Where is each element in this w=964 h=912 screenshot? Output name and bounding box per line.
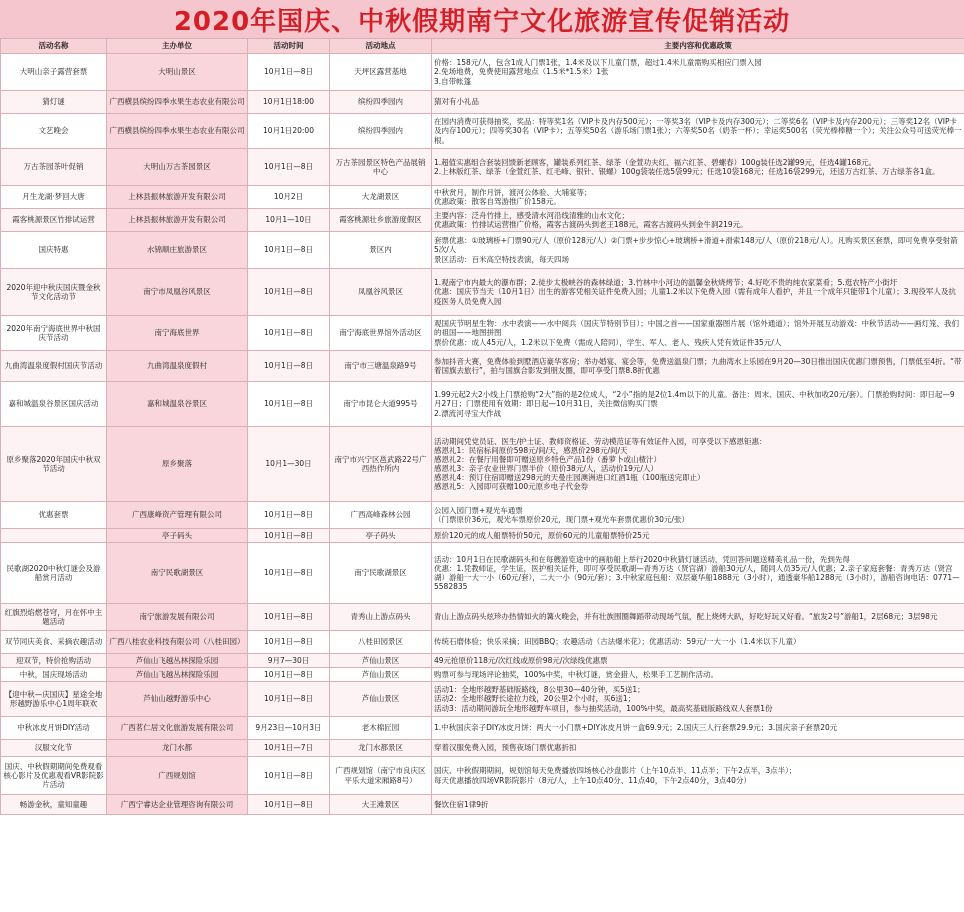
table-row bbox=[1, 604, 964, 631]
activity-time-cell: 10月1日—8日 bbox=[248, 543, 330, 604]
activity-place-cell: 霞客桃源壮乡旅游度假区 bbox=[330, 209, 432, 232]
organizer-cell: 芦仙山飞越丛林探险乐园 bbox=[107, 668, 248, 682]
activity-place-cell: 南宁海底世界馆外活动区 bbox=[330, 316, 432, 351]
activity-name-cell: 国庆、中秋假期期间免费观看核心影片及优惠观看VR影院影片活动 bbox=[1, 757, 107, 795]
activity-place-cell: 缤纷四季园内 bbox=[330, 91, 432, 114]
table-row bbox=[1, 186, 964, 209]
activity-time-cell: 10月1日18:00 bbox=[248, 91, 330, 114]
table-row bbox=[1, 269, 964, 316]
activity-time-cell: 10月1日—8日 bbox=[248, 232, 330, 269]
table-row bbox=[1, 757, 964, 795]
activity-content-cell: 参加抖音大赛，免费体验到墅酒店豪华客房；举办婚宴、宴会等，免费送温泉门票；九曲湾水上乐园在9月20—30日推出国庆优惠门票预售，门票低至4折。“带着国旗去旅行”，拍与国旗合影发到朋友圈，即可享受门票8.8折优惠 bbox=[432, 351, 964, 382]
activity-content-cell: 1.99元起2大2小线上门票抢购“2大”指的是2位成人，“2小”指的是2位1.4m以下的儿童。备注：周末、国庆、中秋加收20元/套）。门票抢购时间：即日起—9月27日；门票使用有效期：即日起—10月31日，关注微信购买门票 2.漂流河寻宝大作战 bbox=[432, 382, 964, 427]
organizer-cell: 广西茗仁居文化旅游发展有限公司 bbox=[107, 717, 248, 740]
table-row bbox=[1, 682, 964, 717]
organizer-cell: 广西横县缤纷四季水果生态农业有限公司 bbox=[107, 114, 248, 149]
activity-place-cell: 八桂田园景区 bbox=[330, 631, 432, 654]
activity-time-cell: 10月1日—8日 bbox=[248, 269, 330, 316]
activity-place-cell: 芦仙山景区 bbox=[330, 654, 432, 668]
activity-time-cell: 9月23日—10月3日 bbox=[248, 717, 330, 740]
activity-time-cell: 10月1日—8日 bbox=[248, 604, 330, 631]
activity-place-cell: 龙门水都景区 bbox=[330, 740, 432, 757]
organizer-cell: 大明山万古茶园景区 bbox=[107, 149, 248, 186]
activity-name-cell: 猜灯谜 bbox=[1, 91, 107, 114]
col-header-name: 活动名称 bbox=[1, 39, 107, 54]
activity-content-cell: 价格：158元/人，包含1成人门票1张，1.4米及以下儿童门票，超过1.4米儿童需购买相应门票入园 2.免场地费，免费使用露营地点（1.5米*1.5米）1张 3.自带帐篷 bbox=[432, 54, 964, 91]
activity-place-cell: 南宁市三塘温泉路9号 bbox=[330, 351, 432, 382]
activity-place-cell: 凤凰谷风景区 bbox=[330, 269, 432, 316]
activity-name-cell: 中秋，国庆现场活动 bbox=[1, 668, 107, 682]
table-row bbox=[1, 795, 964, 815]
activity-content-cell: 餐饮住宿1律9折 bbox=[432, 795, 964, 815]
organizer-cell: 南宁民歌湖景区 bbox=[107, 543, 248, 604]
activity-name-cell: 万古茶园茶叶促销 bbox=[1, 149, 107, 186]
activity-place-cell: 老木棉匠园 bbox=[330, 717, 432, 740]
organizer-cell: 上林县振林旅游开发有限公司 bbox=[107, 186, 248, 209]
activity-name-cell bbox=[1, 529, 107, 543]
table-row bbox=[1, 54, 964, 91]
activity-time-cell: 9月7—30日 bbox=[248, 654, 330, 668]
organizer-cell: 亭子码头 bbox=[107, 529, 248, 543]
page-title: 2020年国庆、中秋假期南宁文化旅游宣传促销活动 bbox=[173, 6, 791, 37]
activity-content-cell: 购票可参与现场评论抽奖，100%中奖，中秋灯谜，赏金猎人，松果手工艺制作活动。 bbox=[432, 668, 964, 682]
table-row bbox=[1, 502, 964, 529]
organizer-cell: 广西横县缤纷四季水果生态农业有限公司 bbox=[107, 91, 248, 114]
activity-name-cell: 民歌湖2020中秋灯谜会及游船赏月活动 bbox=[1, 543, 107, 604]
activity-time-cell: 10月1日—8日 bbox=[248, 529, 330, 543]
activity-content-cell: 活动：10月1日在民歌湖码头和在每艘游览途中的画舫船上举行2020中秋猜灯谜活动，凭回答问题送精美礼品一份，先到先得 优惠：1.凭教师证，学生证，医护相关证件，即可享受民歌湖—青秀万达（贤宫湖）游船30元/人，随同人员35元/人优惠；2.亲子家庭套餐：青秀万达（贤宫湖）游船一大一小（60元/套），二大一小（90元/套）；3.中秋家庭包船：双层豪华船1888元（3小时），通透豪华船1288元（3小时），游船咨询电话：0771—5582835 bbox=[432, 543, 964, 604]
activity-place-cell: 大龙湖景区 bbox=[330, 186, 432, 209]
activity-time-cell: 10月1日—8日 bbox=[248, 795, 330, 815]
activity-place-cell: 芦仙山景区 bbox=[330, 668, 432, 682]
activity-content-cell: 传统石磨体验；快乐采摘；田园BBQ；农趣活动（古法爆米花）；优惠活动：59元/一大一小（1.4米以下儿童） bbox=[432, 631, 964, 654]
activity-place-cell: 天坪区露营基地 bbox=[330, 54, 432, 91]
table-row bbox=[1, 149, 964, 186]
activity-content-cell: 原价120元的成人船票特价50元，原价60元的儿童船票特价25元 bbox=[432, 529, 964, 543]
activity-place-cell: 缤纷四季园内 bbox=[330, 114, 432, 149]
organizer-cell: 原乡聚落 bbox=[107, 427, 248, 502]
col-header-place: 活动地点 bbox=[330, 39, 432, 54]
activity-content-cell: 穿着汉服免费入园，预售夜场门票优惠折扣 bbox=[432, 740, 964, 757]
table-row bbox=[1, 232, 964, 269]
activity-place-cell: 大王滩景区 bbox=[330, 795, 432, 815]
activity-place-cell: 南宁市兴宁区邕武路22号广西热作所内 bbox=[330, 427, 432, 502]
table-row bbox=[1, 631, 964, 654]
activity-place-cell: 青秀山上游点码头 bbox=[330, 604, 432, 631]
col-header-content: 主要内容和优惠政策 bbox=[432, 39, 964, 54]
organizer-cell: 水锦顺庄旅游景区 bbox=[107, 232, 248, 269]
activity-name-cell: 畅游金秋，童知童趣 bbox=[1, 795, 107, 815]
activity-name-cell: 优惠套票 bbox=[1, 502, 107, 529]
activity-time-cell: 10月1日—8日 bbox=[248, 351, 330, 382]
organizer-cell: 九曲湾温泉度假村 bbox=[107, 351, 248, 382]
organizer-cell: 广西宁睿达企业管理咨询有限公司 bbox=[107, 795, 248, 815]
table-row bbox=[1, 114, 964, 149]
table-row bbox=[1, 351, 964, 382]
activity-name-cell: 红旗烈焰燃苍穹，月在怀中主题活动 bbox=[1, 604, 107, 631]
activity-name-cell: 2020年南宁海底世界中秋国庆节活动 bbox=[1, 316, 107, 351]
activity-time-cell: 10月1日—8日 bbox=[248, 382, 330, 427]
organizer-cell: 广西康峰资产管理有限公司 bbox=[107, 502, 248, 529]
activity-place-cell: 广西规划馆（南宁市良庆区平乐大道宋厢路8号） bbox=[330, 757, 432, 795]
activity-name-cell: 九曲湾温泉度假村国庆节活动 bbox=[1, 351, 107, 382]
activity-name-cell: 汉服文化节 bbox=[1, 740, 107, 757]
table-row bbox=[1, 529, 964, 543]
activity-content-cell: 公园入园门票+观光车通票 （门票原价36元，观光车票原价20元，现门票+观光车套票优惠价30元/张） bbox=[432, 502, 964, 529]
activity-content-cell: 1.中秋国庆亲子DIY冰皮月饼：两大一小门票+DIY冰皮月饼一盒69.9元；2.国庆三人行套票29.9元；3.国庆亲子套票20元 bbox=[432, 717, 964, 740]
activity-content-cell: 1.超值实惠组合套装回馈新老顾客，罐装系列红茶、绿茶（金萱功夫红、福六红茶、碧螺春）100g装任选2罐99元，任选4罐168元。 2.上林版红茶、绿茶（金萱红茶、红毛峰、银针、银螺）100g袋装任选5袋99元；任选10袋168元；任选16袋299元，还送万古红茶、万古绿茶各1盒。 bbox=[432, 149, 964, 186]
activity-content-cell: 49元抢原价118元/次红线或原价98元/次绿线优惠票 bbox=[432, 654, 964, 668]
table-row bbox=[1, 654, 964, 668]
activity-time-cell: 10月1日—8日 bbox=[248, 502, 330, 529]
activity-time-cell: 10月1日—8日 bbox=[248, 149, 330, 186]
activity-content-cell: 国庆、中秋假期期间，规划馆每天免费播放四场核心沙盘影片（上午10点半、11点半；下午2点半，3点半）； 每天优惠播放四场VR影院影片（8元/人，上午10点40分、11点40，下午2点40分，3点40分） bbox=[432, 757, 964, 795]
activity-time-cell: 10月1日—7日 bbox=[248, 740, 330, 757]
activity-name-cell: 双节同庆美食、采摘农趣活动 bbox=[1, 631, 107, 654]
organizer-cell: 嘉和城温泉谷景区 bbox=[107, 382, 248, 427]
activity-name-cell: 国庆特惠 bbox=[1, 232, 107, 269]
activity-content-cell: 活动期间凭党员证、医生/护士证、教师资格证、劳动模范证等有效证件入园，可享受以下感恩钜惠： 感恩礼1：民宿标间原价598元/间/天，感恩价298元/间/天 感恩礼2：在餐厅用餐即可赠送原乡特色产品1份（番萝卜或山楂汁） 感恩礼3：亲子农业世界门票半价（原价38元/人，活动价19元/人） 感恩礼4：预订住宿即赠送298元的天曼庄园澳洲进口红酒1瓶（100瓶送完即止） 感恩礼5：入园即可获赠100元原乡电子代金券 bbox=[432, 427, 964, 502]
table-header-row bbox=[1, 39, 964, 54]
organizer-cell: 广西规划馆 bbox=[107, 757, 248, 795]
organizer-cell: 南宁市凤凰谷风景区 bbox=[107, 269, 248, 316]
activity-time-cell: 10月1日20:00 bbox=[248, 114, 330, 149]
organizer-cell: 大明山景区 bbox=[107, 54, 248, 91]
organizer-cell: 上林县振林旅游开发有限公司 bbox=[107, 209, 248, 232]
activity-name-cell: 原乡聚落2020年国庆中秋双节活动 bbox=[1, 427, 107, 502]
activity-place-cell: 亭子码头 bbox=[330, 529, 432, 543]
activity-content-cell: 主要内容：泛舟竹排上，感受清水河沿线清雅的山水文化； 优惠政策：竹排试运营推广价格，霞客古渡码头到老王188元，霞客古渡码头到金牛洞219元。 bbox=[432, 209, 964, 232]
organizer-cell: 南宁旅游发展有限公司 bbox=[107, 604, 248, 631]
activity-name-cell: 文艺晚会 bbox=[1, 114, 107, 149]
activity-time-cell: 10月2日 bbox=[248, 186, 330, 209]
table-row bbox=[1, 316, 964, 351]
col-header-time: 活动时间 bbox=[248, 39, 330, 54]
table-row bbox=[1, 668, 964, 682]
activity-name-cell: 霞客桃源景区竹排试运营 bbox=[1, 209, 107, 232]
activity-name-cell: 中秋冰皮月饼DIY活动 bbox=[1, 717, 107, 740]
activity-name-cell: 迎双节，特价抢购活动 bbox=[1, 654, 107, 668]
activity-time-cell: 10月1日—8日 bbox=[248, 631, 330, 654]
activity-place-cell: 南宁市昆仑大道995号 bbox=[330, 382, 432, 427]
activity-content-cell: 中秋赏月，制作月饼，渡河公体验、大埔宴等； 优惠政策：散客自驾游推广价158元。 bbox=[432, 186, 964, 209]
table-row bbox=[1, 740, 964, 757]
activity-time-cell: 10月1日—8日 bbox=[248, 316, 330, 351]
activity-time-cell: 10月1—30日 bbox=[248, 427, 330, 502]
table-row bbox=[1, 427, 964, 502]
activity-place-cell: 芦仙山景区 bbox=[330, 682, 432, 717]
organizer-cell: 龙门水都 bbox=[107, 740, 248, 757]
col-header-org: 主办单位 bbox=[107, 39, 248, 54]
activity-time-cell: 10月1日—8日 bbox=[248, 668, 330, 682]
organizer-cell: 芦仙山飞越丛林探险乐园 bbox=[107, 654, 248, 668]
activity-name-cell: 2020年迎中秋庆国庆暨金秋节文化活动节 bbox=[1, 269, 107, 316]
activity-name-cell: 月生龙湖·梦回大唐 bbox=[1, 186, 107, 209]
table-row bbox=[1, 543, 964, 604]
activity-time-cell: 10月1日—8日 bbox=[248, 54, 330, 91]
page-header bbox=[0, 0, 964, 38]
organizer-cell: 南宁海底世界 bbox=[107, 316, 248, 351]
activity-content-cell: 观国庆节明星生物：水中表演——水中阅兵（国庆节特别节目）；中国之首——国家重器图片展（馆外通道）；馆外开展互动游戏：中秋节活动——画灯笼、我们的祖国——地图拼图 票价优惠：成人45元/人，1.2米以下免费（需成人陪同），学生、军人、老人、残疾人凭有效证件35元/人 bbox=[432, 316, 964, 351]
activity-place-cell: 景区内 bbox=[330, 232, 432, 269]
activity-place-cell: 万古茶园景区特色产品展销中心 bbox=[330, 149, 432, 186]
organizer-cell: 芦仙山越野游乐中心 bbox=[107, 682, 248, 717]
activity-content-cell: 青山上游点码头炫珍办热情如火的篝火晚会，并有壮族围圈舞蹈带动现场气氛，配上烧烤大趴，好吃好玩又好看。“旅发2号”游船1，2层68元；3层98元 bbox=[432, 604, 964, 631]
organizer-cell: 广西八桂农业科技有限公司（八桂田园） bbox=[107, 631, 248, 654]
activity-place-cell: 南宁民歌湖景区 bbox=[330, 543, 432, 604]
table-row bbox=[1, 209, 964, 232]
activity-content-cell: 活动1：全地形越野基础版路线，8公里30—40分钟，买5送1； 活动2：全地形越野长途拉力线，20公里2个小时，买6送1； 活动3：活动期间游玩全地形越野车项目，参与抽奖活动，100%中奖，最高奖基础版路线双人套票1份 bbox=[432, 682, 964, 717]
activity-name-cell: 嘉和城温泉谷景区国庆活动 bbox=[1, 382, 107, 427]
activity-place-cell: 广西高峰森林公园 bbox=[330, 502, 432, 529]
activity-time-cell: 10月1日—8日 bbox=[248, 757, 330, 795]
activity-content-cell: 猜对有小礼品 bbox=[432, 91, 964, 114]
table-row bbox=[1, 382, 964, 427]
activity-content-cell: 套票优惠：①玻璃桥+门票90元/人（原价128元/人）②门票+步步惊心+玻璃桥+滑道+滑索148元/人（原价218元/人）。凡购买景区套票，即可免费享受射箭5次/人 景区活动：百米高空特技表演，每天四场 bbox=[432, 232, 964, 269]
table-row bbox=[1, 91, 964, 114]
activity-content-cell: 1.观南宁市内最大的瀑布群；2.徒步太极峡谷的森林绿道；3.竹林中小河边的温馨金秋烧烤节；4.好吃不贵的纯农家菜肴；5.逛农特产小街圩 优惠：国庆节当天（10月1日）出生的游客凭相关证件免费入园；儿童1.2米以下免费入园（需有成年人看护，并且一个成年只能带1个儿童）；3.现役军人及抗疫医务人员免费入园 bbox=[432, 269, 964, 316]
activity-name-cell: 大明山亲子露营套票 bbox=[1, 54, 107, 91]
table-row bbox=[1, 717, 964, 740]
activity-time-cell: 10月1日—8日 bbox=[248, 682, 330, 717]
activity-time-cell: 10月1—10日 bbox=[248, 209, 330, 232]
activity-content-cell: 在园内消费可获得抽奖，奖品：特等奖1名（VIP卡及内存500元）；一等奖3名（VIP卡及内存300元）；二等奖6名（VIP卡及内存200元）；三等奖12名（VIP卡及内存100元）；四等奖30名（VIP卡）；五等奖50名（游乐场门票1张）；六等奖50名（奶茶一杯）；幸运奖500名（荧光棒棒糖一个）；关注公众号可送荧光棒一根。 bbox=[432, 114, 964, 149]
activity-table bbox=[0, 38, 964, 815]
activity-name-cell: 【迎中秋—庆国庆】星途全地形越野游乐中心1周年联欢 bbox=[1, 682, 107, 717]
